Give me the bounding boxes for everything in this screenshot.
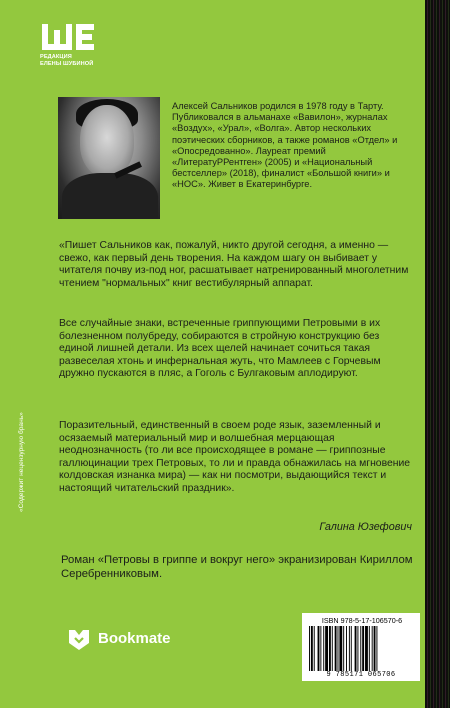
isbn-number: ISBN 978-5-17-106570-6	[321, 616, 403, 625]
photo-sweater	[62, 173, 158, 219]
film-adaptation-note: Роман «Петровы в гриппе и вокруг него» экранизирован Кириллом Серебренниковым.	[61, 554, 413, 580]
author-photo	[58, 97, 160, 219]
barcode-panel	[302, 613, 420, 681]
publisher-logo	[40, 22, 100, 76]
bookmate-name: Bookmate	[98, 630, 171, 647]
logo-line-2: ЕЛЕНЫ ШУБИНОЙ	[40, 61, 94, 67]
review-paragraph-2: Все случайные знаки, встреченные гриппующими Петровыми в их болезненном полубреду, собираются в стройную конструкцию без единой лишней детали. Из всех щелей начинает сочиться такая развеселая хтонь и инфернальная жуть, что Мамлеев с Горчевым дружно пускаются в пляс, а Гоголь с Булгаковым аплодируют.	[59, 318, 381, 380]
side-texture-strip	[425, 0, 450, 708]
review-paragraph-3: Поразительный, единственный в своем роде язык, заземленный и осязаемый материальный мир и волшебная мерцающая неоднозначность (то ли все происходящее в романе — гриппозные галлюцинации трех Петровых, то ли и правда обнажилась на мгновение колдовская изнанка мира) — как ни посмотри, выдающийся текст и настоящий читательский праздник».	[59, 420, 411, 494]
review-author: Галина Юзефович	[319, 521, 412, 533]
photo-face	[80, 105, 134, 177]
bookmate-logo-icon	[68, 629, 90, 651]
barcode-digits: 9 785171 065706	[326, 671, 396, 679]
barcode	[308, 626, 414, 671]
author-bio: Алексей Сальников родился в 1978 году в Тарту. Публиковался в альманахе «Вавилон», журналах «Воздух», «Урал», «Волга». Автор нескольких поэтических сборников, а также романов «Отдел» и «Опосредованно». Лауреат премий «ЛитератуРРентген» (2005) и «Национальный бестселлер» (2018), финалист «Большой книги» и «НОС». Живет в Екатеринбурге.	[172, 101, 398, 190]
review-paragraph-1: «Пишет Сальников как, пожалуй, никто другой сегодня, а именно — свежо, как первый день творения. На каждом шагу он выбивает у читателя почву из-под ног, расшатывает натренированный многолетним чтением "нормальных" книг вестибулярный аппарат.	[59, 240, 409, 289]
profanity-warning: «Содержит нецензурную брань»	[18, 412, 25, 512]
publisher-logo-icon	[40, 22, 96, 52]
publisher-logo-text	[40, 54, 104, 68]
logo-line-1: РЕДАКЦИЯ	[40, 54, 72, 60]
